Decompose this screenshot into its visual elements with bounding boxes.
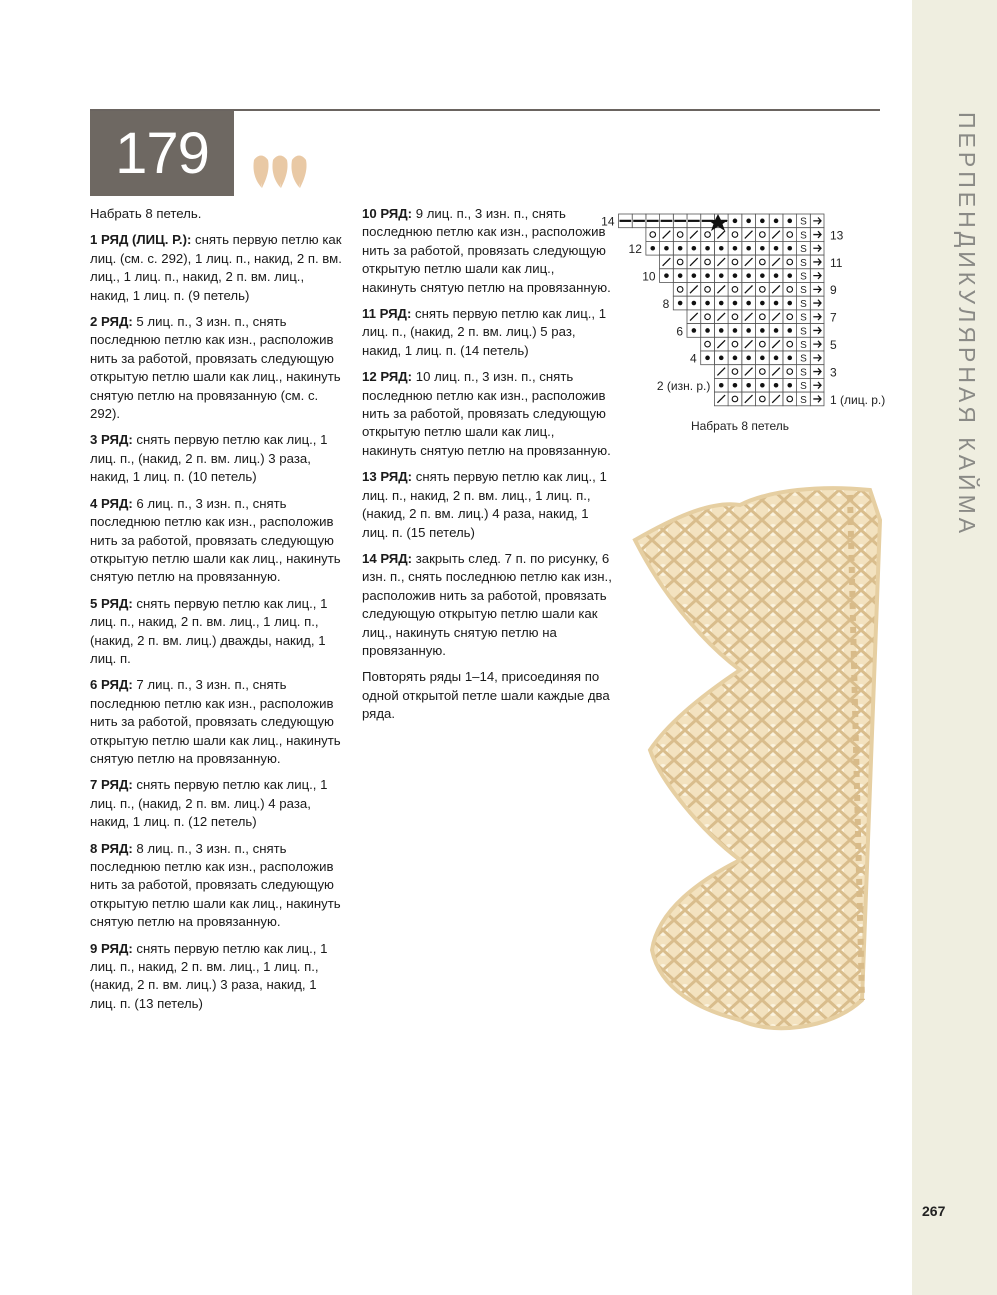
row-heading: 9 РЯД:	[90, 940, 133, 956]
row-text: 6 лиц. п., 3 изн. п., снять последнюю петлю как изн., расположив нить за работой, провязать следующую открытую петлю шали как лиц., накинуть снятую петлю на провязанную.	[90, 495, 341, 585]
purl-symbol	[678, 246, 683, 251]
purl-symbol	[733, 219, 738, 224]
purl-symbol	[733, 328, 738, 333]
chart-cell	[783, 337, 797, 351]
chart-row-label: 3	[830, 365, 837, 380]
row-text: Набрать 8 петель.	[90, 206, 202, 221]
purl-symbol	[692, 328, 697, 333]
purl-symbol	[746, 219, 751, 224]
row-text: снять первую петлю как лиц., 1 лиц. п., накид, 2 п. вм. лиц., 1 лиц. п., (накид, 2 п. вм. лиц.) 3 раза, накид, 1 лиц. п. (13 петель)	[90, 940, 328, 1011]
chart-cell	[701, 310, 715, 324]
purl-symbol	[719, 328, 724, 333]
purl-symbol	[774, 246, 779, 251]
purl-symbol	[774, 383, 779, 388]
purl-symbol	[760, 328, 765, 333]
row-heading: 13 РЯД:	[362, 469, 413, 485]
chart-cell	[701, 255, 715, 269]
knitting-chart	[588, 208, 898, 438]
slip-symbol: S	[800, 381, 807, 393]
chart-cell	[783, 310, 797, 324]
row-text: Повторять ряды 1–14, присоединяя по одной открытой петле шали каждые два ряда.	[362, 669, 610, 722]
purl-symbol	[692, 246, 697, 251]
purl-symbol	[705, 273, 710, 278]
row-heading: 8 РЯД:	[90, 840, 133, 856]
chart-cell	[756, 310, 770, 324]
row-heading: 2 РЯД:	[90, 314, 133, 330]
purl-symbol	[705, 328, 710, 333]
row-heading: 7 РЯД:	[90, 777, 133, 793]
purl-symbol	[760, 246, 765, 251]
instruction-paragraph	[90, 205, 345, 223]
row-text: 5 лиц. п., 3 изн. п., снять последнюю петлю как изн., расположив нить за работой, провязать следующую открытую петлю шали как лиц., накинуть снятую петлю на провязанную (см. с. 292).	[90, 314, 341, 422]
purl-symbol	[678, 301, 683, 306]
row-heading: 1 РЯД (ЛИЦ. Р.):	[90, 232, 192, 248]
row-text: 7 лиц. п., 3 изн. п., снять последнюю петлю как изн., расположив нить за работой, провязать следующую открытую петлю шали как лиц., накинуть снятую петлю на провязанную.	[90, 677, 341, 766]
instruction-paragraph	[90, 495, 345, 587]
chart-cell	[728, 337, 742, 351]
purl-symbol	[705, 356, 710, 361]
chart-cell	[728, 255, 742, 269]
chart-caption: Набрать 8 петель	[690, 419, 790, 433]
purl-symbol	[774, 301, 779, 306]
purl-symbol	[705, 246, 710, 251]
instruction-paragraph	[90, 840, 345, 932]
slip-symbol: S	[800, 394, 807, 406]
row-heading: 11 РЯД:	[362, 306, 412, 322]
row-heading: 6 РЯД:	[90, 677, 133, 693]
purl-symbol	[787, 383, 792, 388]
chart-row-label: 10	[642, 269, 656, 284]
row-heading: 4 РЯД:	[90, 495, 133, 511]
pattern-number: 179	[90, 111, 234, 196]
instruction-paragraph	[90, 776, 345, 831]
purl-symbol	[664, 246, 669, 251]
chart-cell	[783, 392, 797, 406]
chart-cell	[673, 228, 687, 242]
chart-cell	[728, 392, 742, 406]
chart-cell	[646, 228, 660, 242]
row-text: 10 лиц. п., 3 изн. п., снять последнюю петлю как изн., расположив нить за работой, провязать следующую открытую петлю шали как лиц., накинуть снятую петлю на провязанную.	[362, 369, 611, 458]
instructions-column-1	[90, 205, 345, 1021]
instruction-paragraph	[90, 595, 345, 669]
chart-row-label: 6	[676, 324, 683, 339]
row-heading: 12 РЯД:	[362, 369, 413, 385]
chart-cell	[701, 283, 715, 297]
purl-symbol	[787, 219, 792, 224]
purl-symbol	[760, 219, 765, 224]
purl-symbol	[774, 328, 779, 333]
instruction-paragraph	[90, 940, 345, 1014]
chart-cell	[783, 283, 797, 297]
row-text: закрыть след. 7 п. по рисунку, 6 изн. п., снять последнюю петлю как изн., расположив нить за работой, провязать следующую открытую петлю шали как лиц., накинуть снятую петлю на провязанную.	[362, 550, 612, 658]
slip-symbol: S	[800, 298, 807, 310]
instruction-paragraph	[90, 231, 345, 305]
chart-cell	[783, 255, 797, 269]
purl-symbol	[705, 301, 710, 306]
purl-symbol	[719, 246, 724, 251]
purl-symbol	[746, 356, 751, 361]
slip-symbol: S	[800, 244, 807, 256]
purl-symbol	[787, 356, 792, 361]
slip-symbol: S	[800, 216, 807, 228]
chart-row-label: 1 (лиц. р.)	[830, 392, 886, 407]
row-text: 8 лиц. п., 3 изн. п., снять последнюю петлю как изн., расположив нить за работой, провязать следующую открытую петлю шали как лиц., накинуть снятую петлю на провязанную.	[90, 840, 341, 930]
purl-symbol	[678, 273, 683, 278]
chart-row-label: 9	[830, 283, 837, 298]
purl-symbol	[733, 383, 738, 388]
instruction-paragraph	[362, 668, 612, 723]
purl-symbol	[746, 383, 751, 388]
slip-symbol: S	[800, 340, 807, 351]
purl-symbol	[760, 301, 765, 306]
difficulty-icon	[250, 150, 310, 195]
purl-symbol	[733, 273, 738, 278]
chart-cell	[756, 283, 770, 297]
purl-symbol	[719, 301, 724, 306]
chart-row-label: 11	[830, 255, 843, 270]
row-text: снять первую петлю как лиц. (см. с. 292), 1 лиц. п., накид, 2 п. вм. лиц., 1 лиц. п., накид, 2 п. вм. лиц., накид, 1 лиц. п. (9 петель)	[90, 232, 342, 303]
instruction-paragraph	[362, 205, 612, 297]
slip-symbol: S	[800, 285, 807, 297]
purl-symbol	[692, 273, 697, 278]
purl-symbol	[664, 273, 669, 278]
purl-symbol	[787, 301, 792, 306]
instruction-paragraph	[90, 313, 345, 423]
chart-cell	[756, 337, 770, 351]
chart-cell	[756, 365, 770, 379]
row-heading: 3 РЯД:	[90, 432, 133, 448]
chart-cell	[673, 283, 687, 297]
chart-cell	[728, 365, 742, 379]
purl-symbol	[774, 273, 779, 278]
chart-cell	[756, 228, 770, 242]
row-heading: 10 РЯД:	[362, 206, 413, 221]
instruction-paragraph	[90, 431, 345, 486]
purl-symbol	[746, 301, 751, 306]
slip-symbol: S	[800, 230, 807, 242]
instruction-paragraph	[362, 468, 612, 542]
row-text: снять первую петлю как лиц., 1 лиц. п., накид, 2 п. вм. лиц., 1 лиц. п., (накид, 2 п. вм. лиц.) 4 раза, накид, 1 лиц. п. (15 петель)	[362, 469, 607, 540]
slip-symbol: S	[800, 353, 807, 365]
row-text: снять первую петлю как лиц., 1 лиц. п., накид, 2 п. вм. лиц., 1 лиц. п., (накид, 2 п. вм. лиц.) дважды, накид, 1 лиц. п.	[90, 595, 328, 666]
instruction-paragraph	[362, 305, 612, 360]
chart-cell	[728, 310, 742, 324]
chart-cell	[783, 228, 797, 242]
purl-symbol	[650, 246, 655, 251]
purl-symbol	[719, 356, 724, 361]
chart-cell	[728, 283, 742, 297]
instruction-paragraph	[90, 676, 345, 768]
purl-symbol	[787, 273, 792, 278]
slip-symbol: S	[800, 271, 807, 283]
slip-symbol: S	[800, 367, 807, 379]
chart-row-label: 2 (изн. р.)	[656, 379, 711, 394]
chart-row-label: 8	[662, 296, 670, 311]
purl-symbol	[746, 273, 751, 278]
chart-row-label: 12	[628, 242, 642, 257]
row-text: снять первую петлю как лиц., 1 лиц. п., (накид, 2 п. вм. лиц.) 3 раза, накид, 1 лиц. п. (10 петель)	[90, 432, 328, 485]
section-title: ПЕРПЕНДИКУЛЯРНАЯ КАЙМА	[954, 112, 980, 538]
purl-symbol	[692, 301, 697, 306]
instruction-paragraph	[362, 368, 612, 460]
purl-symbol	[733, 301, 738, 306]
chart-cell	[783, 365, 797, 379]
chart-row-label: 4	[690, 351, 697, 366]
purl-symbol	[746, 246, 751, 251]
purl-symbol	[774, 219, 779, 224]
purl-symbol	[760, 383, 765, 388]
row-text: снять первую петлю как лиц., 1 лиц. п., (накид, 2 п. вм. лиц.) 4 раза, накид, 1 лиц. п. (12 петель)	[90, 777, 328, 830]
chart-cell	[673, 255, 687, 269]
row-heading: 5 РЯД:	[90, 595, 133, 611]
chart-cell	[756, 255, 770, 269]
purl-symbol	[733, 246, 738, 251]
chart-row-label: 13	[830, 228, 844, 243]
purl-symbol	[719, 273, 724, 278]
chart-row-label: 14	[601, 214, 615, 229]
purl-symbol	[760, 356, 765, 361]
purl-symbol	[787, 328, 792, 333]
purl-symbol	[787, 246, 792, 251]
row-heading: 14 РЯД:	[362, 550, 413, 566]
knitted-swatch-photo	[630, 480, 895, 1040]
chart-cell	[701, 337, 715, 351]
slip-symbol: S	[800, 312, 807, 324]
slip-symbol: S	[800, 326, 807, 338]
purl-symbol	[746, 328, 751, 333]
chart-row-label: 7	[830, 310, 837, 325]
row-text: 9 лиц. п., 3 изн. п., снять последнюю петлю как изн., расположив нить за работой, провязать следующую открытую петлю шали как лиц., накинуть снятую петлю на провязанную.	[362, 206, 611, 295]
instructions-column-2	[362, 205, 612, 732]
row-text: снять первую петлю как лиц., 1 лиц. п., (накид, 2 п. вм. лиц.) 5 раз, накид, 1 лиц. п. (14 петель)	[362, 306, 607, 358]
purl-symbol	[760, 273, 765, 278]
purl-symbol	[733, 356, 738, 361]
chart-row-label: 5	[830, 338, 837, 352]
purl-symbol	[719, 383, 724, 388]
purl-symbol	[774, 356, 779, 361]
slip-symbol: S	[800, 257, 807, 269]
instruction-paragraph	[362, 550, 612, 660]
page-number: 267	[922, 1203, 946, 1219]
chart-cell	[728, 228, 742, 242]
chart-cell	[756, 392, 770, 406]
